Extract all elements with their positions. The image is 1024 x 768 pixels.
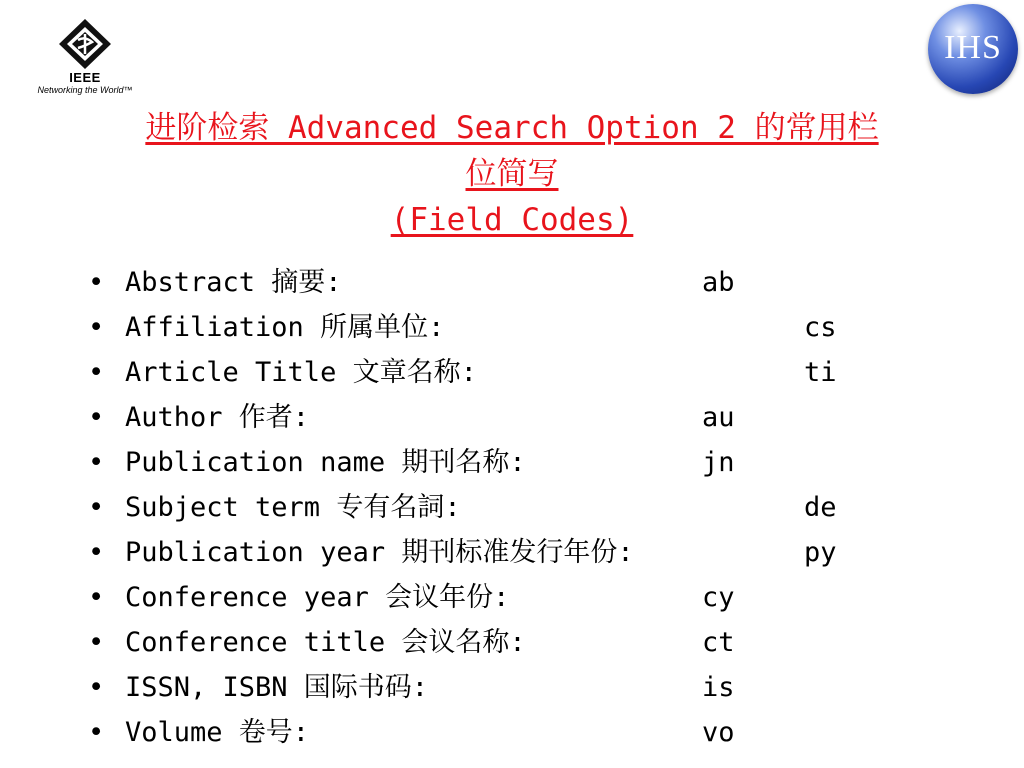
field-code: de [804, 492, 837, 523]
field-code: py [804, 537, 837, 568]
bullet: • [88, 537, 105, 568]
field-code-item [0, 665, 1024, 710]
field-label: Abstract 摘要: [125, 267, 342, 298]
field-code: ab [702, 267, 735, 298]
bullet: • [88, 492, 105, 523]
field-code-item [0, 620, 1024, 665]
bullet: • [88, 627, 105, 658]
ieee-diamond-icon [57, 18, 113, 70]
bullet: • [88, 357, 105, 388]
field-code: au [702, 402, 735, 433]
field-code: cs [804, 312, 837, 343]
ieee-logo-tagline: Networking the World™ [37, 85, 133, 95]
bullet: • [88, 267, 105, 298]
field-code-item [0, 440, 1024, 485]
field-code-item [0, 260, 1024, 305]
field-label: Author 作者: [125, 402, 310, 433]
field-code: is [702, 672, 735, 703]
bullet: • [88, 717, 105, 748]
field-label: Volume 卷号: [125, 717, 310, 748]
ieee-logo [30, 18, 140, 98]
field-code-item [0, 305, 1024, 350]
field-code: cy [702, 582, 735, 613]
bullet: • [88, 582, 105, 613]
bullet: • [88, 402, 105, 433]
ieee-logo-name: IEEE [69, 70, 101, 85]
field-code-item [0, 350, 1024, 395]
field-code-item [0, 485, 1024, 530]
field-code-list [0, 260, 1024, 755]
field-label: Subject term 专有名詞: [125, 492, 461, 523]
bullet: • [88, 447, 105, 478]
ihs-logo-text: IHS [944, 29, 1002, 66]
ihs-logo [928, 4, 1018, 94]
field-label: Conference title 会议名称: [125, 627, 526, 658]
title-line-2: 位简写 [465, 156, 559, 192]
field-code: vo [702, 717, 735, 748]
field-label: Affiliation 所属单位: [125, 312, 445, 343]
field-label: Article Title 文章名称: [125, 357, 477, 388]
field-code-item [0, 395, 1024, 440]
bullet: • [88, 672, 105, 703]
field-code: ti [804, 357, 837, 388]
field-code-item [0, 575, 1024, 620]
bullet: • [88, 312, 105, 343]
field-code-item [0, 530, 1024, 575]
title-line-3: (Field Codes) [390, 202, 634, 238]
field-label: Publication year 期刊标准发行年份: [125, 537, 634, 568]
field-label: Publication name 期刊名称: [125, 447, 526, 478]
field-code: ct [702, 627, 735, 658]
title-line-1: 进阶检索 Advanced Search Option 2 的常用栏 [145, 110, 879, 146]
slide-title [80, 105, 944, 243]
field-label: Conference year 会议年份: [125, 582, 510, 613]
field-code: jn [702, 447, 735, 478]
field-label: ISSN, ISBN 国际书码: [125, 672, 429, 703]
field-code-item [0, 710, 1024, 755]
